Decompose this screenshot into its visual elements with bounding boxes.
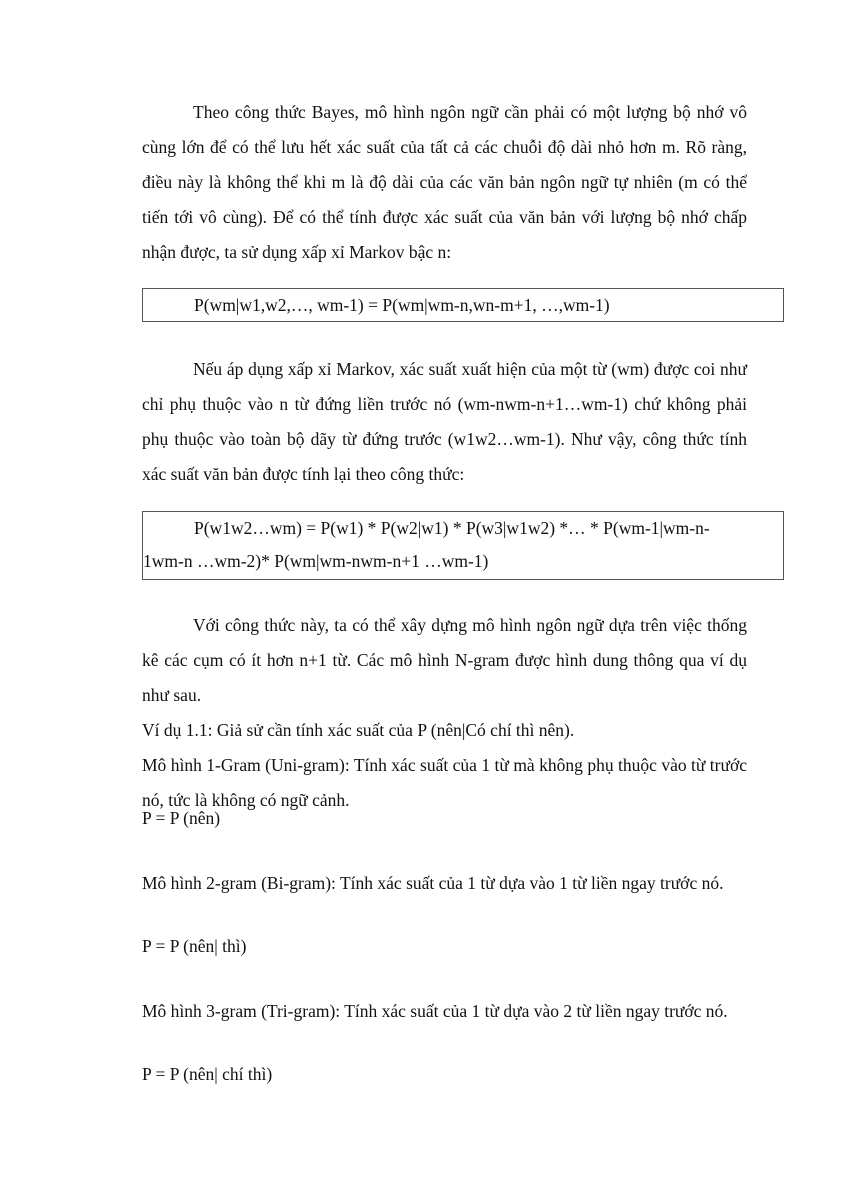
bigram-description-text: Mô hình 2-gram (Bi-gram): Tính xác suất của 1 từ dựa vào 1 từ liền ngay trước nó. <box>142 873 724 893</box>
bigram-description <box>142 866 747 901</box>
trigram-description <box>142 994 747 1029</box>
formula-box-chain <box>142 511 784 580</box>
paragraph-ngram <box>142 608 747 713</box>
unigram-description-text: Mô hình 1-Gram (Uni-gram): Tính xác suất của 1 từ mà không phụ thuộc vào từ trước nó, tức là không có ngữ cảnh. <box>142 755 747 810</box>
formula-chain: P(w1w2…wm) = P(w1) * P(w2|w1) * P(w3|w1w2) *… * P(wm-1|wm-n-1wm-n …wm-2)* P(wm|wm-nwm-n+1 …wm-1) <box>143 518 710 571</box>
unigram-formula: P = P (nên) <box>142 808 221 828</box>
paragraph-bayes-text: Theo công thức Bayes, mô hình ngôn ngữ cần phải có một lượng bộ nhớ vô cùng lớn để có thể lưu hết xác suất của tất cả các chuỗi độ dài nhỏ hơn m. Rõ ràng, điều này là không thể khi m là độ dài của các văn bản ngôn ngữ tự nhiên (m có thể tiến tới vô cùng). Để có thể tính được xác suất của văn bản với lượng bộ nhớ chấp nhận được, ta sử dụng xấp xỉ Markov bậc n: <box>142 102 747 262</box>
formula-markov: P(wm|w1,w2,…, wm-1) = P(wm|wm-n,wn-m+1, …,wm-1) <box>194 295 610 315</box>
example-line: Ví dụ 1.1: Giả sử cần tính xác suất của P (nên|Có chí thì nên). <box>142 720 575 740</box>
paragraph-ngram-text: Với công thức này, ta có thể xây dựng mô hình ngôn ngữ dựa trên việc thống kê các cụm có ít hơn n+1 từ. Các mô hình N-gram được hình dung thông qua ví dụ như sau. <box>142 615 747 705</box>
bigram-formula: P = P (nên| thì) <box>142 936 247 956</box>
trigram-formula: P = P (nên| chí thì) <box>142 1064 273 1084</box>
paragraph-markov <box>142 352 747 492</box>
formula-box-markov <box>142 288 784 322</box>
paragraph-bayes <box>142 95 747 270</box>
trigram-description-text: Mô hình 3-gram (Tri-gram): Tính xác suất của 1 từ dựa vào 2 từ liền ngay trước nó. <box>142 1001 728 1021</box>
paragraph-markov-text: Nếu áp dụng xấp xỉ Markov, xác suất xuất hiện của một từ (wm) được coi như chỉ phụ thuộc vào n từ đứng liền trước nó (wm-nwm-n+1…wm-1) chứ không phải phụ thuộc vào toàn bộ dãy từ đứng trước (w1w2…wm-1). Như vậy, công thức tính xác suất văn bản được tính lại theo công thức: <box>142 359 747 484</box>
